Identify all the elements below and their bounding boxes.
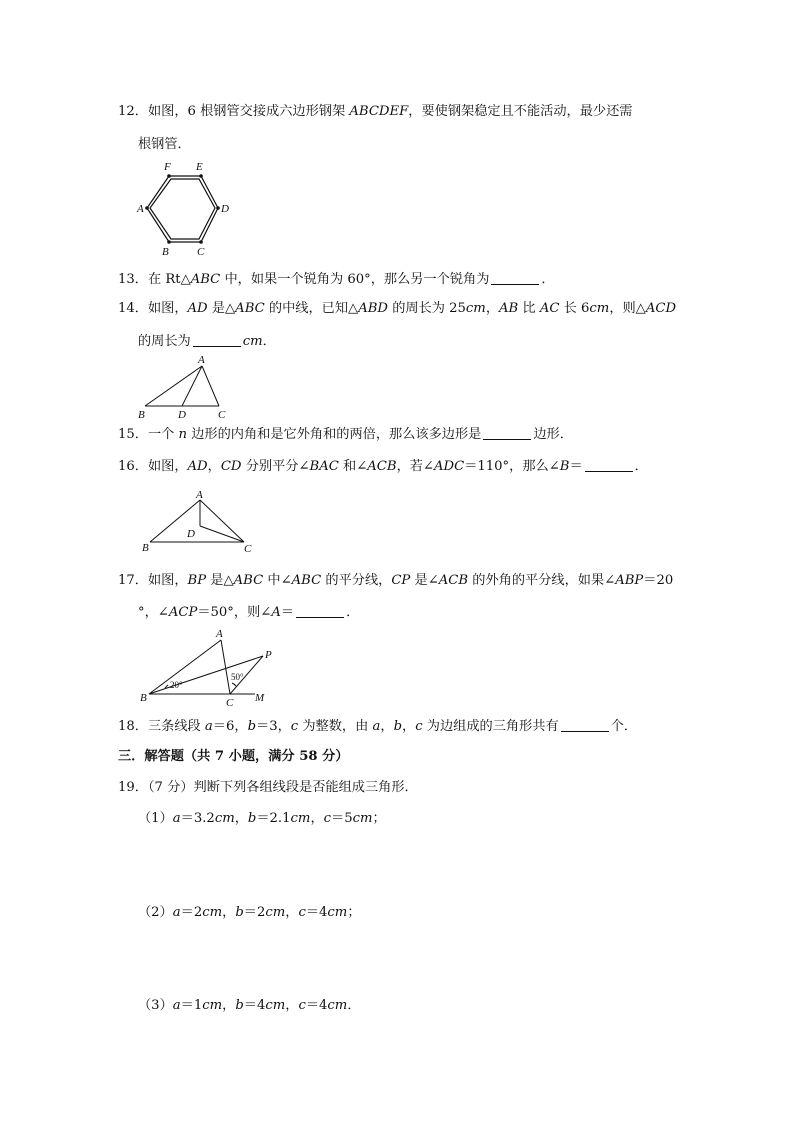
q12-line1 [118,103,632,121]
q14-var: AD [187,301,208,316]
q18-line [118,717,637,736]
triangle-bisector-figure [140,488,270,558]
q17-var: ABP [615,573,644,588]
q16-var: ADC [434,459,465,474]
q14-unit: cm [465,301,486,316]
q18-text: ， [380,719,394,734]
q17-text: ＝ [280,605,295,620]
item-eq: ＝ [305,905,320,920]
q17-var: ACP [168,605,198,620]
item-var: a [172,998,181,1013]
tri17-label-m: M [255,692,265,704]
item-var: c [323,811,332,826]
q15-answer-blank[interactable] [483,425,531,440]
item-value: 2 [193,905,203,920]
q18-text: ＝3， [256,719,291,734]
q18-var: c [415,719,423,734]
q18-var: c [290,719,299,734]
q15-text: 边形的内角和是它外角和的两倍，那么该多边形是 [187,427,482,442]
q13-text: 中，如果一个锐角为 60°，那么另一个锐角为 [220,272,490,287]
tri14-label-c: C [218,409,226,421]
q17-text: 是△ [206,573,234,588]
q18-text: 为边组成的三角形共有 [422,719,559,734]
tri16-label-b: B [142,542,149,554]
tri14-label-a: A [198,354,205,366]
triangle-median-figure [135,352,245,422]
item-value: 5 [344,811,353,826]
q14-text: 比 [518,301,540,316]
q14-line1 [118,300,676,318]
item-sep: ， [310,811,324,826]
item-var: c [298,998,306,1013]
q16-text: ， [207,459,221,474]
q18-var: b [247,719,257,734]
tri17-label-a: A [216,628,223,640]
hex-label-b: B [162,246,169,258]
q16-var: AD [187,459,208,474]
q16-text: 和∠ [338,459,368,474]
tri17-label-c: C [226,697,234,709]
item-end: ． [347,998,361,1013]
q14-var: AB [499,301,519,316]
tri14-label-b: B [138,409,145,421]
q14-text: 如图， [147,301,188,316]
q17-text: 中∠ [263,573,292,588]
item-value: 2 [256,905,266,920]
item-var: b [247,811,257,826]
q14-text: ， [485,301,500,316]
q13-number: 13． [118,272,148,287]
q14-var: ACD [645,301,677,316]
q16-var: BAC [309,459,339,474]
q15-line [118,425,573,444]
q17-text: 的外角的平分线，如果∠ [468,573,616,588]
q17-number: 17． [118,573,148,588]
tri17-angle-50: 50° [231,672,244,682]
q16-var: CD [220,459,242,474]
q19-item-1 [138,810,386,828]
q13-tri: ABC [190,272,221,287]
tri16-label-d: D [187,528,195,540]
q17-answer-blank[interactable] [296,603,344,618]
section-heading [118,748,349,766]
q12-text: ，要使钢架稳定且不能活动，最少还需 [408,104,633,119]
item-value: 3.2 [193,811,215,826]
section-title: 三．解答题（共 7 小题，满分 58 分） [118,749,349,764]
item-unit: cm [352,811,373,826]
item-sep: ， [222,905,236,920]
item-var: b [235,998,244,1013]
q14-text: 的周长为 25 [388,301,466,316]
item-eq: ＝ [243,998,257,1013]
q19-item-2 [138,904,361,922]
q15-text: 一个 [147,427,179,442]
item-sep: ， [285,998,299,1013]
item-index: （3） [138,998,173,1013]
item-sep: ， [222,998,236,1013]
item-unit: cm [265,905,286,920]
hex-label-a: A [137,203,144,215]
q19-line [118,779,418,797]
q17-text: °，∠ [138,605,169,620]
q14-number: 14． [118,301,148,316]
item-eq: ＝ [305,998,320,1013]
q19-number: 19． [118,780,148,795]
q19-text: （7 分）判断下列各组线段是否能组成三角形． [147,780,418,795]
q16-var: B [559,459,570,474]
q14-text: 的周长为 [138,334,191,349]
q17-var: ACB [438,573,469,588]
q13-text: 在 Rt△ [147,272,191,287]
item-unit: cm [327,905,348,920]
item-value: 4 [319,905,328,920]
q18-number: 18． [118,719,148,734]
q12-text: 根钢管． [138,137,191,152]
q14-text: ，则△ [609,301,646,316]
item-sep: ， [285,905,299,920]
q17-text: 是∠ [410,573,439,588]
q17-text: ＝20 [643,573,674,588]
q14-unit: cm [242,334,263,349]
item-unit: cm [327,998,348,1013]
q16-var: ACB [367,459,397,474]
item-var: b [235,905,244,920]
q14-text: 长 6 [559,301,590,316]
q17-var: BP [187,573,207,588]
tri14-label-d: D [178,409,186,421]
item-value: 4 [256,998,266,1013]
q17-var: ABC [233,573,264,588]
q17-var: ABC [291,573,322,588]
q13-answer-blank[interactable] [491,270,539,285]
q18-text: ， [402,719,416,734]
q12-number: 12． [118,104,148,119]
item-eq: ＝ [180,811,194,826]
item-unit: cm [214,811,235,826]
q17-text: 如图， [147,573,188,588]
q12-shape: ABCDEF [349,104,409,119]
tri17-label-b: B [140,692,147,704]
q14-line2 [138,332,276,351]
q17-line2 [138,603,359,622]
q14-var: AC [539,301,560,316]
item-eq: ＝ [243,905,257,920]
item-unit: cm [290,811,311,826]
q17-var: A [271,605,281,620]
q16-text: ＝ [569,459,583,474]
q18-text: ＝6， [212,719,248,734]
item-var: a [172,811,181,826]
hex-label-e: E [196,161,203,173]
q14-var: ABC [235,301,265,316]
hex-label-f: F [164,161,171,173]
q14-unit: cm [589,301,610,316]
q16-text: 分别平分∠ [241,459,310,474]
item-var: c [298,905,306,920]
q18-var: b [393,719,403,734]
q18-var: a [204,719,213,734]
tri16-label-a: A [196,489,203,501]
q18-var: a [372,719,381,734]
tri17-angle-20: 20° [170,680,183,690]
q17-var: CP [391,573,411,588]
item-sep: ， [234,811,248,826]
item-unit: cm [202,905,223,920]
q16-text: ，若∠ [396,459,434,474]
q18-answer-blank[interactable] [561,717,609,732]
q18-text: 为整数，由 [298,719,373,734]
hexagon-figure [130,158,240,258]
q16-line [118,457,648,476]
q16-number: 16． [118,459,148,474]
item-end: ； [347,905,361,920]
q17-text: ＝50°，则∠ [197,605,272,620]
q16-text: 如图， [147,459,188,474]
q13-line [118,270,555,289]
item-var: a [172,905,181,920]
q12-line2 [138,136,191,154]
item-index: （2） [138,905,173,920]
q17-line1 [118,572,673,590]
q16-text: ＝110°，那么∠ [464,459,560,474]
q17-text: ． [346,605,360,620]
item-eq: ＝ [331,811,345,826]
item-unit: cm [265,998,286,1013]
q14-text: 的中线，已知△ [264,301,359,316]
q14-answer-blank[interactable] [193,332,241,347]
hex-label-d: D [221,203,229,215]
q12-text: 如图，6 根钢管交接成六边形钢架 [147,104,350,119]
triangle-exterior-bisector-figure [135,628,285,708]
q13-text: ． [541,272,555,287]
q14-text: 是△ [207,301,236,316]
q18-text: 个． [610,719,638,734]
item-eq: ＝ [180,905,194,920]
item-unit: cm [202,998,223,1013]
q15-var: n [178,427,188,442]
q14-var: ABD [358,301,388,316]
q15-number: 15． [118,427,148,442]
q17-text: 的平分线， [321,573,392,588]
item-value: 4 [319,998,328,1013]
hex-label-c: C [197,246,205,258]
q18-text: 三条线段 [147,719,205,734]
item-eq: ＝ [180,998,194,1013]
item-index: （1） [138,811,173,826]
item-value: 1 [193,998,203,1013]
q19-item-3 [138,997,361,1015]
tri16-label-c: C [244,543,252,555]
item-end: ； [372,811,386,826]
q15-text: 边形． [533,427,573,442]
q14-text: ． [262,334,276,349]
q16-text: ． [634,459,648,474]
q16-answer-blank[interactable] [585,457,633,472]
item-value: 2.1 [269,811,291,826]
item-eq: ＝ [256,811,270,826]
tri17-label-p: P [265,649,272,661]
